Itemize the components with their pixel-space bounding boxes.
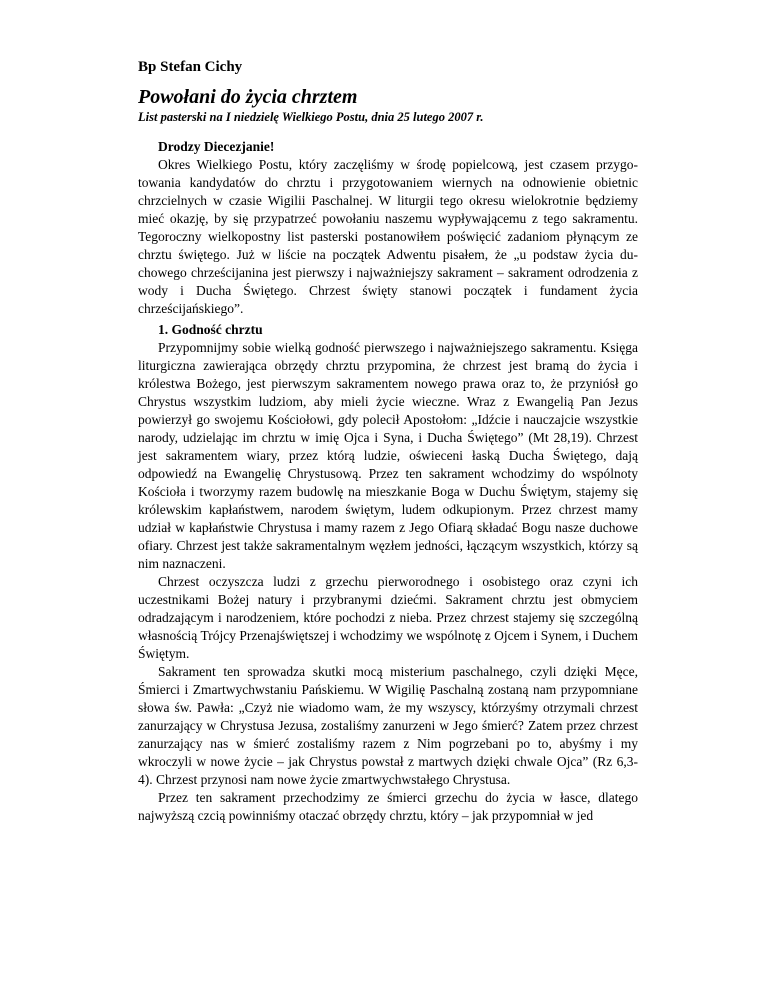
document-subtitle: List pasterski na I niedzielę Wielkiego Postu, dnia 25 lutego 2007 r. [138,110,484,124]
intro-paragraph: Okres Wielkiego Postu, który zaczęliśmy w środę popielcową, jest czasem przygotowania kandydatów do chrztu i przygotowaniem wiernych na odnowienie obietnic chrzcielnych w czasie Wigilii Paschalnej. W liturgii tego okresu wielokrotnie będziemy mieć okazję, by się przypatrzeć powołaniu naszemu wypływającemu z tego sakramentu. Tegoroczny wielkopostny list pasterski postanowiłem poświęcić zadaniom płynącym ze chrztu świętego. Już w liście na początek Adwentu pisałem, że „u podstaw życia duchowego chrześcijanina jest pierwszy i najważniejszy sakrament – sakrament odrodzenia z wody i Ducha Świętego. Chrzest święty stanowi początek i fundament życia chrześcijańskiego”. [138,157,638,316]
document-title: Powołani do życia chrztem [138,86,358,108]
paragraph-2: Chrzest oczyszcza ludzi z grzechu pierworodnego i osobistego oraz czyni ich uczestnikami Bożej natury i przybranymi dziećmi. Sakrament chrztu jest obmyciem odradzającym i narodzeniem, które pochodzi z nieba. Przez chrzest stajemy się szczególną własnością Trójcy Przenajświętszej i wchodzimy we wspólnotę z Ojcem i Synem, i Duchem Świętym. [138,574,638,661]
paragraph-1: Przypomnijmy sobie wielką godność pierwszego i najważniejszego sakramentu. Księga liturgiczna zawierająca obrzędy chrztu przypomina, że chrzest jest bramą do życia i królestwa Bożego, jest pierwszym sakramentem nowego prawa oraz to, że przyniósł go Chrystus wszystkim ludziom, aby mieli życie wieczne. Wraz z Ewangelią Pan Jezus powierzył go swojemu Kościołowi, gdy polecił Apostołom: „Idźcie i nauczajcie wszystkie narody, udzielając im chrztu w imię Ojca i Syna, i Ducha Świętego” (Mt 28,19). Chrzest jest sakramentem wiary, przez którą ludzie, oświeceni łaską Ducha Świętego, dają odpowiedź na Ewangelię Chrystusową. Przez ten sakrament wchodzimy do wspólnoty Kościoła i tworzymy razem budowlę na mieszkanie Boga w Duchu Świętym, stajemy się królewskim kapłaństwem, narodem świętym, ludem odkupionym. Przez chrzest mamy udział w kapłaństwie Chrystusa i mamy razem z Jego Ofiarą składać Bogu nasze duchowe ofiary. Chrzest jest także sakramentalnym węzłem jedności, łączącym wszystkich, którzy są nim naznaczeni. [138,340,638,571]
document-page [138,58,638,825]
section-heading: 1. Godność chrztu [158,322,263,337]
paragraph-3: Sakrament ten sprowadza skutki mocą misterium paschalnego, czyli dzięki Męce, Śmierci i Zmartwychwstaniu Pańskiemu. W Wigilię Paschalną zostaną nam przypomniane słowa św. Pawła: „Czyż nie wiadomo wam, że my wszyscy, którzyśmy otrzymali chrzest zanurzający w Chrystusa Jezusa, zostaliśmy zanurzeni w Jego śmierć? Zatem przez chrzest zanurzający nas w śmierć zostaliśmy razem z Nim pogrzebani po to, abyśmy i my wkroczyli w nowe życie – jak Chrystus powstał z martwych dzięki chwale Ojca” (Rz 6,3-4). Chrzest przynosi nam nowe życie zmartwychwstałego Chrystusa. [138,664,638,787]
paragraph-4: Przez ten sakrament przechodzimy ze śmierci grzechu do życia w łasce, dlatego najwyższą czcią powinniśmy otaczać obrzędy chrztu, który – jak przypomniał w jed [138,790,638,823]
author-name: Bp Stefan Cichy [138,59,243,75]
greeting: Drodzy Diecezjanie! [158,139,275,154]
